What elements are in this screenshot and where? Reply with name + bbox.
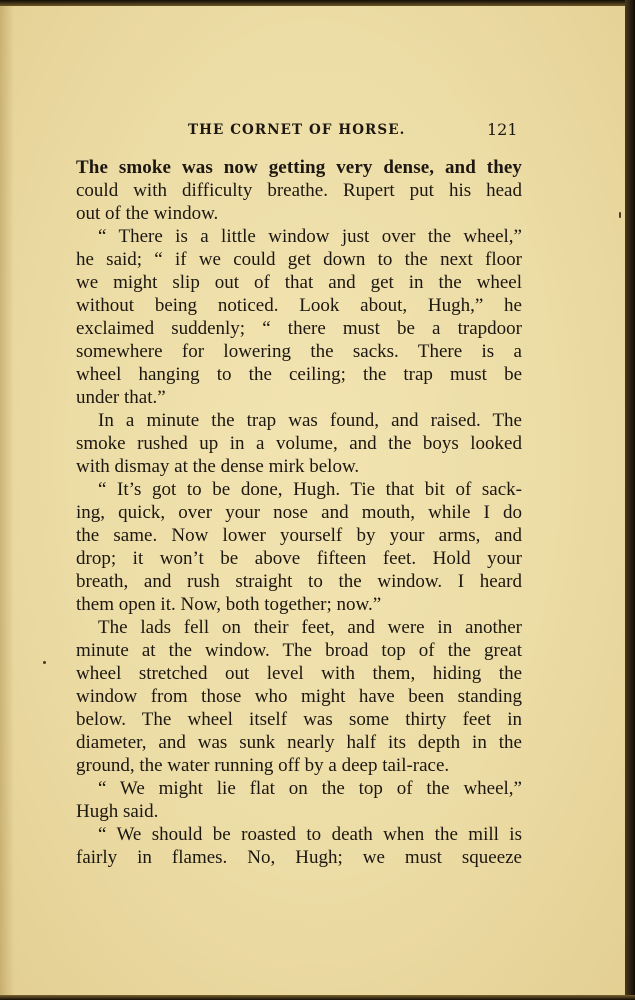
text-line: below. The wheel itself was some thirty feet in: [76, 709, 522, 730]
page-number: 121: [487, 120, 518, 139]
body-text: [76, 156, 522, 869]
text-line: drop; it won’t be above fifteen feet. Hold your: [76, 548, 522, 569]
text-line: wheel hanging to the ceiling; the trap must be: [76, 364, 522, 385]
page-header: [0, 120, 628, 142]
text-line: we might slip out of that and get in the wheel: [76, 272, 522, 293]
text-line: “ It’s got to be done, Hugh. Tie that bit of sack-: [98, 479, 522, 500]
text-line: Hugh said.: [76, 801, 159, 822]
scan-top-edge: [0, 0, 635, 6]
text-line: with dismay at the dense mirk below.: [76, 456, 360, 477]
text-line: ground, the water running off by a deep tail-race.: [76, 755, 450, 776]
text-line: without being noticed. Look about, Hugh,” he: [76, 295, 522, 316]
scan-bottom-edge: [0, 995, 635, 1000]
text-line: “ There is a little window just over the wheel,”: [98, 226, 522, 247]
text-line: ing, quick, over your nose and mouth, while I do: [76, 502, 522, 523]
text-line: somewhere for lowering the sacks. There is a: [76, 341, 522, 362]
ink-spot: [619, 212, 621, 218]
text-line: minute at the window. The broad top of the great: [76, 640, 522, 661]
text-line: wheel stretched out level with them, hiding the: [76, 663, 522, 684]
text-line: The lads fell on their feet, and were in another: [98, 617, 522, 638]
text-line: smoke rushed up in a volume, and the boys looked: [76, 433, 522, 454]
scan-right-edge: [625, 0, 635, 1000]
text-line: the same. Now lower yourself by your arms, and: [76, 525, 522, 546]
text-line: breath, and rush straight to the window. I heard: [76, 571, 522, 592]
ink-spot: [43, 661, 46, 664]
book-page: [0, 4, 628, 996]
text-line: In a minute the trap was found, and raised. The: [98, 410, 522, 431]
text-line: he said; “ if we could get down to the next floor: [76, 249, 522, 270]
text-line: The smoke was now getting very dense, and they: [76, 157, 522, 178]
text-line: fairly in flames. No, Hugh; we must squeeze: [76, 847, 522, 868]
text-line: diameter, and was sunk nearly half its depth in the: [76, 732, 522, 753]
text-line: them open it. Now, both together; now.”: [76, 594, 382, 615]
running-title: THE CORNET OF HORSE.: [188, 122, 406, 138]
text-line: exclaimed suddenly; “ there must be a trapdoor: [76, 318, 522, 339]
text-line: “ We should be roasted to death when the mill is: [98, 824, 522, 845]
text-line: “ We might lie flat on the top of the wheel,”: [98, 778, 522, 799]
text-line: window from those who might have been standing: [76, 686, 522, 707]
page-gutter-shadow: [0, 4, 14, 996]
text-line: could with difficulty breathe. Rupert put his head: [76, 180, 522, 201]
text-line: under that.”: [76, 387, 166, 408]
text-line: out of the window.: [76, 203, 219, 224]
